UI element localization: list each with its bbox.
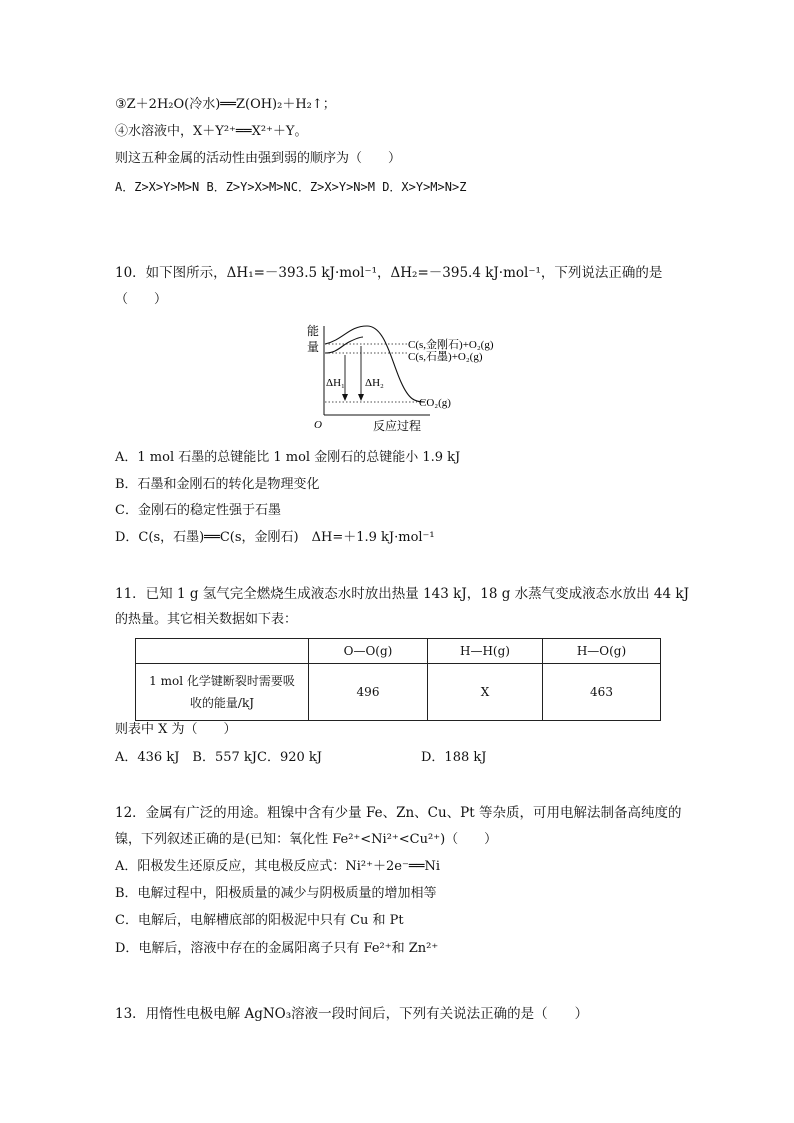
q10-stem: 10．如下图所示，ΔH₁=－393.5 kJ·mol⁻¹，ΔH₂=－395.4 kJ·mol⁻¹，下列说法正确的是 bbox=[115, 265, 663, 281]
graphite-curve bbox=[325, 337, 363, 353]
table-row bbox=[136, 664, 661, 721]
q9-equation-3: ③Z＋2H₂O(冷水)══Z(OH)₂＋H₂↑； bbox=[115, 97, 336, 112]
dh2-label: ΔH₂ bbox=[365, 377, 384, 389]
q13-stem: 13．用惰性电极电解 AgNO₃溶液一段时间后，下列有关说法正确的是（ ） bbox=[115, 1006, 589, 1022]
q12-option-a: A．阳极发生还原反应，其电极反应式：Ni²⁺＋2e⁻══Ni bbox=[115, 859, 441, 874]
table-cell-oo: 496 bbox=[309, 664, 428, 721]
row-label-line1: 1 mol 化学键断裂时需要吸 bbox=[149, 674, 295, 688]
table-header-empty bbox=[136, 639, 309, 664]
table-cell-ho: 463 bbox=[543, 664, 661, 721]
graphite-label: C(s,石墨)+O₂(g) bbox=[408, 351, 483, 363]
q10-option-c: C．金刚石的稳定性强于石墨 bbox=[115, 503, 281, 518]
q9-equation-4: ④水溶液中，X＋Y²⁺══X²⁺＋Y。 bbox=[115, 124, 308, 139]
q10-stem-paren: （ ） bbox=[115, 292, 168, 307]
q9-options: A．Z>X>Y>M>N B．Z>Y>X>M>NC．Z>X>Y>N>M D．X>Y>M>N>Z bbox=[115, 180, 467, 194]
q12-option-c: C．电解后，电解槽底部的阳极泥中只有 Cu 和 Pt bbox=[115, 913, 404, 928]
energy-diagram bbox=[305, 320, 520, 435]
table-header-ho: H—O(g) bbox=[543, 639, 661, 664]
q11-stem: 11．已知 1 g 氢气完全燃烧生成液态水时放出热量 143 kJ，18 g 水蒸气变成液态水放出 44 kJ bbox=[115, 586, 689, 602]
table-header-hh: H—H(g) bbox=[428, 639, 543, 664]
diamond-label: C(s,金刚石)+O₂(g) bbox=[408, 339, 494, 351]
table-header-oo: O—O(g) bbox=[309, 639, 428, 664]
origin-label: O bbox=[314, 419, 322, 431]
q11-options-abc: A．436 kJ B．557 kJC．920 kJ bbox=[115, 750, 322, 765]
y-axis-label-bottom: 量 bbox=[307, 340, 320, 354]
q12-stem: 12．金属有广泛的用途。粗镍中含有少量 Fe、Zn、Cu、Pt 等杂质，可用电解法制备高纯度的 bbox=[115, 805, 682, 821]
table-cell-hh: X bbox=[428, 664, 543, 721]
q10-option-a: A．1 mol 石墨的总键能比 1 mol 金刚石的总键能小 1.9 kJ bbox=[115, 450, 461, 465]
q12-stem-cont: 镍，下列叙述正确的是(已知：氧化性 Fe²⁺<Ni²⁺<Cu²⁺)（ ） bbox=[115, 832, 498, 847]
q12-option-b: B．电解过程中，阳极质量的减少与阴极质量的增加相等 bbox=[115, 886, 437, 901]
diamond-curve bbox=[325, 326, 425, 402]
q11-option-d: D．188 kJ bbox=[421, 750, 487, 765]
table-row-label bbox=[136, 664, 309, 721]
dh1-label: ΔH₁ bbox=[326, 377, 345, 389]
q11-question: 则表中 X 为（ ） bbox=[115, 722, 237, 737]
q10-option-b: B．石墨和金刚石的转化是物理变化 bbox=[115, 477, 320, 492]
table-header-row bbox=[136, 639, 661, 664]
bond-energy-table bbox=[135, 638, 661, 721]
y-axis-label-top: 能 bbox=[307, 324, 320, 338]
q12-option-d: D．电解后，溶液中存在的金属阳离子只有 Fe²⁺和 Zn²⁺ bbox=[115, 941, 439, 956]
q11-stem-cont: 的热量。其它相关数据如下表： bbox=[115, 612, 298, 627]
row-label-line2: 收的能量/kJ bbox=[189, 696, 255, 710]
q9-question: 则这五种金属的活动性由强到弱的顺序为（ ） bbox=[115, 151, 402, 166]
x-axis-label: 反应过程 bbox=[373, 419, 422, 433]
q10-option-d: D．C(s，石墨)══C(s，金刚石) ΔH=＋1.9 kJ·mol⁻¹ bbox=[115, 530, 435, 545]
co2-label: CO₂(g) bbox=[419, 397, 451, 409]
